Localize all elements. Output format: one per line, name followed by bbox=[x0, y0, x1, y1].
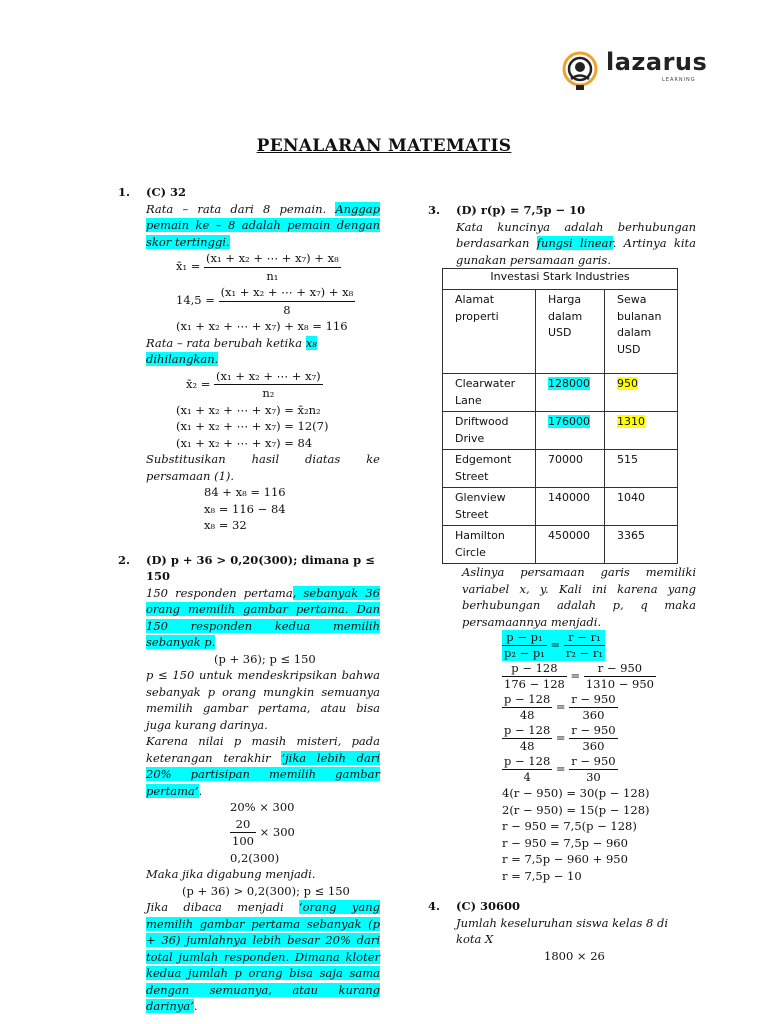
paragraph bbox=[146, 335, 380, 368]
text: Jika dibaca menjadi bbox=[146, 900, 299, 914]
equation bbox=[462, 692, 696, 723]
denominator: 48 bbox=[519, 708, 535, 722]
highlighted-value: 950 bbox=[617, 377, 638, 390]
text: Kata kuncinya adalah berhubungan berdasarkan bbox=[456, 219, 696, 250]
table-cell bbox=[536, 412, 605, 450]
equals-sign: = bbox=[555, 761, 566, 776]
equation: 1800 × 26 bbox=[544, 948, 605, 963]
question-number: 2. bbox=[118, 552, 131, 567]
highlighted-text: x₈ dihilangkan. bbox=[146, 335, 317, 366]
text: × 300 bbox=[259, 824, 295, 839]
equation: r − 950 = 7,5p − 960 bbox=[502, 835, 628, 850]
answer-label: (D) p + 36 > 0,20(300); dimana p ≤ bbox=[146, 552, 375, 567]
equation: 2(r − 950) = 15(p − 128) bbox=[502, 802, 650, 817]
numerator: p − 128 bbox=[502, 661, 567, 677]
numerator: (x₁ + x₂ + ⋯ + x₇) + x₈ bbox=[204, 250, 341, 268]
denominator: 30 bbox=[586, 770, 601, 784]
eq-lhs: 14,5 = bbox=[176, 293, 215, 307]
paragraph: Maka jika digabung menjadi. bbox=[146, 867, 316, 881]
table-cell: 70000 bbox=[536, 450, 605, 488]
text: Karena nilai p masih misteri, pada keterangan terakhir bbox=[146, 734, 380, 765]
table-row bbox=[443, 488, 678, 526]
fraction bbox=[569, 754, 617, 785]
denominator: n₂ bbox=[262, 386, 275, 400]
equation bbox=[462, 661, 696, 692]
numerator: p − 128 bbox=[504, 692, 551, 706]
denominator: n₁ bbox=[266, 268, 279, 283]
answer-label: (D) r(p) = 7,5p − 10 bbox=[456, 203, 586, 217]
left-column bbox=[118, 184, 380, 1015]
text: . bbox=[198, 783, 203, 798]
page-title: PENALARAN MATEMATIS bbox=[256, 136, 512, 156]
equation bbox=[146, 368, 380, 402]
column-header: Sewa bulanan dalam USD bbox=[605, 290, 678, 374]
highlighted-text: Anggap pemain ke – 8 adalah pemain dengan skor tertinggi. bbox=[146, 201, 380, 249]
numerator: r − 950 bbox=[571, 723, 616, 737]
equation: (x₁ + x₂ + ⋯ + x₇) = 12(7) bbox=[176, 419, 329, 433]
paragraph bbox=[146, 899, 380, 1015]
table-row bbox=[443, 526, 678, 564]
table-cell: 140000 bbox=[536, 488, 605, 526]
denominator: 360 bbox=[582, 708, 605, 722]
paragraph: Substitusikan hasil diatas ke persamaan (1). bbox=[146, 452, 380, 483]
table-cell bbox=[605, 374, 678, 412]
table-cell: Hamilton Circle bbox=[443, 526, 536, 564]
numerator: r − 950 bbox=[571, 692, 616, 706]
equation: (p + 36) > 0,2(300); p ≤ 150 bbox=[182, 883, 350, 898]
denominator: 8 bbox=[283, 302, 291, 317]
table-cell: Driftwood Drive bbox=[443, 412, 536, 450]
answer-label: (C) 30600 bbox=[456, 899, 521, 913]
fraction bbox=[564, 630, 605, 661]
text: 150 responden pertama bbox=[146, 585, 293, 600]
equation: (x₁ + x₂ + ⋯ + x₇) = x̄₂n₂ bbox=[176, 402, 321, 417]
text: Rata – rata dari 8 pemain. bbox=[146, 201, 327, 216]
lazarus-logo-icon bbox=[560, 48, 600, 92]
highlighted-text: , sebanyak 36 orang memilih gambar pertama. Dan 150 responden kedua memilih sebanyak p. bbox=[146, 585, 380, 649]
equation: r − 950 = 7,5(p − 128) bbox=[502, 819, 637, 833]
equals-sign: = bbox=[555, 699, 566, 714]
equals-sign: = bbox=[550, 637, 561, 652]
fraction bbox=[502, 692, 552, 723]
numerator: r − 950 bbox=[584, 661, 656, 677]
investment-table bbox=[442, 268, 678, 564]
fraction bbox=[502, 661, 567, 692]
denominator: 360 bbox=[582, 739, 605, 753]
numerator: (x₁ + x₂ + ⋯ + x₇) + x₈ bbox=[219, 284, 356, 302]
question-4 bbox=[428, 898, 696, 964]
brand-name: lazarus bbox=[606, 48, 708, 76]
answer-label: (C) 32 bbox=[146, 185, 187, 199]
fraction bbox=[569, 723, 617, 754]
fraction bbox=[502, 754, 552, 785]
numerator: p − 128 bbox=[504, 723, 551, 737]
equation: r = 7,5p − 960 + 950 bbox=[502, 852, 628, 866]
paragraph bbox=[456, 219, 696, 269]
equation: x₈ = 32 bbox=[204, 518, 247, 532]
table-cell bbox=[605, 412, 678, 450]
eq-lhs: x̄₂ = bbox=[186, 376, 211, 391]
fraction bbox=[569, 692, 617, 723]
numerator: (x₁ + x₂ + ⋯ + x₇) bbox=[214, 368, 323, 386]
numerator: 20 bbox=[230, 816, 256, 834]
highlighted-text: ‘orang yang memilih gambar pertama sebanyak (p + 36) jumlahnya lebih besar 20% dari total jumlah responden. Dimana kloter kedua jumlah p orang bisa saja sama dengan semuanya, atau kurang darinya’ bbox=[146, 900, 380, 1013]
equation: 84 + x₈ = 116 bbox=[204, 485, 286, 499]
fraction bbox=[230, 816, 256, 850]
equation bbox=[146, 250, 380, 284]
equation bbox=[146, 816, 380, 850]
text: . Artinya kita gunakan persamaan garis. bbox=[456, 236, 696, 267]
answer-label-cont: 150 bbox=[146, 569, 171, 583]
equation: 0,2(300) bbox=[230, 850, 280, 865]
equals-sign: = bbox=[555, 730, 566, 745]
fraction bbox=[584, 661, 656, 692]
table-row bbox=[443, 450, 678, 488]
equals-sign: = bbox=[570, 668, 581, 683]
denominator: r₂ − r₁ bbox=[565, 646, 604, 660]
equation bbox=[462, 754, 696, 785]
table-cell: 3365 bbox=[605, 526, 678, 564]
fraction bbox=[502, 630, 547, 661]
table-cell: Clearwater Lane bbox=[443, 374, 536, 412]
highlighted-text: fungsi linear bbox=[536, 236, 613, 250]
table-header-row bbox=[443, 290, 678, 374]
table-row bbox=[443, 412, 678, 450]
paragraph bbox=[146, 585, 380, 651]
denominator: 176 − 128 bbox=[504, 677, 565, 691]
brand-tagline: LEARNING bbox=[662, 77, 696, 83]
question-1 bbox=[118, 184, 380, 534]
table-caption: Investasi Stark Industries bbox=[443, 269, 678, 290]
denominator: 4 bbox=[523, 770, 531, 784]
right-column bbox=[428, 202, 696, 964]
equation bbox=[462, 723, 696, 754]
question-number: 1. bbox=[118, 185, 131, 199]
equation: (x₁ + x₂ + ⋯ + x₇) = 84 bbox=[176, 435, 313, 450]
column-header: Alamat properti bbox=[443, 290, 536, 374]
column-header: Harga dalam USD bbox=[536, 290, 605, 374]
equation: 20% × 300 bbox=[230, 800, 295, 814]
question-2 bbox=[118, 552, 380, 1015]
denominator: p₂ − p₁ bbox=[504, 646, 545, 660]
highlighted-value: 1310 bbox=[617, 415, 645, 428]
fraction bbox=[204, 250, 341, 284]
denominator: 100 bbox=[232, 834, 254, 848]
table-cell bbox=[536, 374, 605, 412]
highlighted-text: ‘jika lebih dari 20% partisipan memilih gambar pertama’ bbox=[146, 750, 380, 798]
highlighted-value: 128000 bbox=[548, 377, 590, 390]
brand-logo bbox=[560, 44, 708, 96]
eq-lhs: x̄₁ = bbox=[176, 259, 201, 273]
paragraph: Aslinya persamaan garis memiliki variabel x, y. Kali ini karena yang berhubungan adalah p, q maka persamaannya menjadi. bbox=[462, 565, 696, 629]
table-cell: 1040 bbox=[605, 488, 678, 526]
question-number: 4. bbox=[428, 899, 441, 913]
denominator: 48 bbox=[519, 739, 535, 753]
question-3 bbox=[428, 202, 696, 268]
text: . bbox=[193, 999, 198, 1013]
equation: r = 7,5p − 10 bbox=[502, 868, 582, 883]
equation: x₈ = 116 − 84 bbox=[204, 501, 286, 516]
table-cell: Glenview Street bbox=[443, 488, 536, 526]
denominator: 1310 − 950 bbox=[585, 677, 654, 691]
question-number: 3. bbox=[428, 203, 441, 217]
highlighted-equation bbox=[502, 630, 605, 661]
highlighted-value: 176000 bbox=[548, 415, 590, 428]
equation: 4(r − 950) = 30(p − 128) bbox=[502, 786, 650, 800]
fraction bbox=[502, 723, 552, 754]
fraction bbox=[219, 284, 356, 318]
table-cell: 450000 bbox=[536, 526, 605, 564]
equation: (x₁ + x₂ + ⋯ + x₇) + x₈ = 116 bbox=[176, 319, 348, 333]
fraction bbox=[214, 368, 323, 402]
paragraph bbox=[146, 201, 380, 251]
text: Rata – rata berubah ketika bbox=[146, 335, 306, 350]
numerator: p − 128 bbox=[504, 754, 551, 768]
numerator: r − 950 bbox=[571, 754, 616, 768]
numerator: r − r₁ bbox=[564, 630, 605, 646]
equation bbox=[462, 630, 696, 661]
table-row bbox=[443, 374, 678, 412]
table-cell: Edgemont Street bbox=[443, 450, 536, 488]
paragraph bbox=[146, 733, 380, 799]
equation: (p + 36); p ≤ 150 bbox=[214, 651, 316, 666]
numerator: p − p₁ bbox=[502, 630, 547, 646]
paragraph: Jumlah keseluruhan siswa kelas 8 di kota X bbox=[456, 915, 669, 946]
q3-derivation bbox=[428, 564, 696, 884]
table-cell: 515 bbox=[605, 450, 678, 488]
table-caption-row bbox=[443, 269, 678, 290]
paragraph: p ≤ 150 untuk mendeskripsikan bahwa sebanyak p orang mungkin semuanya memilih gambar pertama, atau bisa juga kurang darinya. bbox=[146, 668, 380, 732]
equation bbox=[146, 284, 380, 318]
